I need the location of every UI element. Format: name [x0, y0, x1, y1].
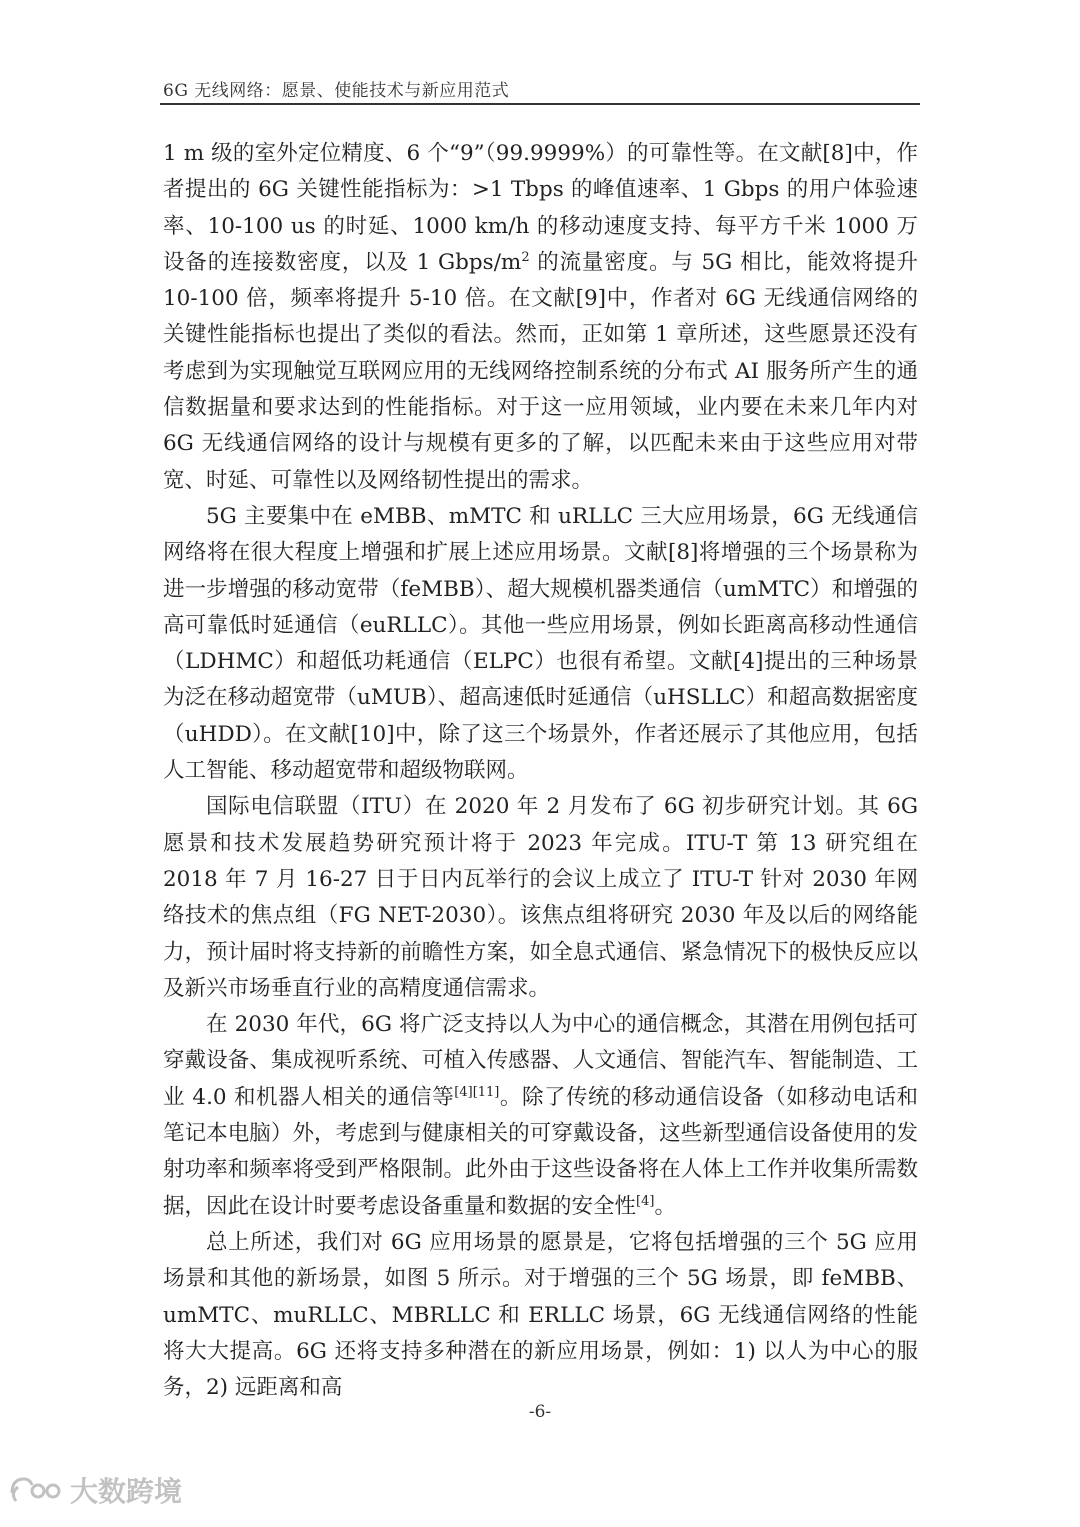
paragraph — [163, 1007, 918, 1225]
superscript: 2 — [521, 249, 530, 265]
paragraph — [163, 136, 918, 499]
text-run: 总上所述，我们对 6G 应用场景的愿景是，它将包括增强的三个 5G 应用场景和其他的新场景，如图 5 所示。对于增强的三个 5G 场景，即 feMBB、umMTC、muRLLC、MBRLLC 和 ERLLC 场景，6G 无线通信网络的性能将大大提高。6G 还将支持多种潜在的新应用场景，例如：1) 以人为中心的服务，2) 远距离和高 — [163, 1229, 918, 1401]
page-number: -6- — [528, 1402, 552, 1422]
text-run: 。除了传统的移动通信设备（如移动电话和笔记本电脑）外，考虑到与健康相关的可穿戴设备，这些新型通信设备使用的发射功率和频率将受到严格限制。此外由于这些设备将在人体上工作并收集所需数据，因此在设计时要考虑设备重量和数据的安全性 — [163, 1084, 918, 1219]
logo-icon — [8, 1473, 64, 1507]
text-run: 。 — [654, 1193, 676, 1219]
superscript: [4][11] — [454, 1084, 500, 1100]
text-run: 1 m 级的室外定位精度、6 个“9”（99.9999%）的可靠性等。在文献[8]中，作者提出的 6G 关键性能指标为：>1 Tbps 的峰值速率、1 Gbps 的用户体验速率、10-100 us 的时延、1000 km/h 的移动速度支持、每平方千米 1000 万设备的连接数密度，以及 1 Gbps/m — [163, 141, 918, 275]
text-run: 的流量密度。与 5G 相比，能效将提升 10-100 倍，频率将提升 5-10 倍。在文献[9]中，作者对 6G 无线通信网络的关键性能指标也提出了类似的看法。然而，正如第 1 章所述，这些愿景还没有考虑到为实现触觉互联网应用的无线网络控制系统的分布式 AI 服务所产生的通信数据量和要求达到的性能指标。对于这一应用领域，业内要在未来几年内对 6G 无线通信网络的设计与规模有更多的了解，以匹配未来由于这些应用对带宽、时延、可靠性以及网络韧性提出的需求。 — [163, 249, 918, 493]
paragraph — [163, 1225, 918, 1406]
text-run: 国际电信联盟（ITU）在 2020 年 2 月发布了 6G 初步研究计划。其 6G 愿景和技术发展趋势研究预计将于 2023 年完成。ITU-T 第 13 研究组在 2018 年 7 月 16-27 日于日内瓦举行的会议上成立了 ITU-T 针对 2030 年网络技术的焦点组（FG NET-2030）。该焦点组将研究 2030 年及以后的网络能力，预计届时将支持新的前瞻性方案，如全息式通信、紧急情况下的极快反应以及新兴市场垂直行业的高精度通信需求。 — [163, 794, 918, 1001]
watermark-text: 大数跨境 — [70, 1475, 183, 1508]
superscript: [4] — [636, 1193, 655, 1209]
running-header: 6G 无线网络：愿景、使能技术与新应用范式 — [163, 81, 510, 101]
paragraph — [163, 789, 918, 1007]
text-run: 在 2030 年代，6G 将广泛支持以人为中心的通信概念，其潜在用例包括可穿戴设备、集成视听系统、可植入传感器、人文通信、智能汽车、智能制造、工业 4.0 和机器人相关的通信等 — [163, 1012, 918, 1110]
watermark — [8, 1470, 182, 1510]
paragraph — [163, 499, 918, 789]
header-rule — [160, 103, 920, 105]
body-text — [163, 136, 918, 1406]
text-run: 5G 主要集中在 eMBB、mMTC 和 uRLLC 三大应用场景，6G 无线通信网络将在很大程度上增强和扩展上述应用场景。文献[8]将增强的三个场景称为进一步增强的移动宽带（feMBB）、超大规模机器类通信（umMTC）和增强的高可靠低时延通信（euRLLC）。其他一些应用场景，例如长距离高移动性通信（LDHMC）和超低功耗通信（ELPC）也很有希望。文献[4]提出的三种场景为泛在移动超宽带（uMUB）、超高速低时延通信（uHSLLC）和超高数据密度（uHDD）。在文献[10]中，除了这三个场景外，作者还展示了其他应用，包括人工智能、移动超宽带和超级物联网。 — [163, 503, 918, 784]
